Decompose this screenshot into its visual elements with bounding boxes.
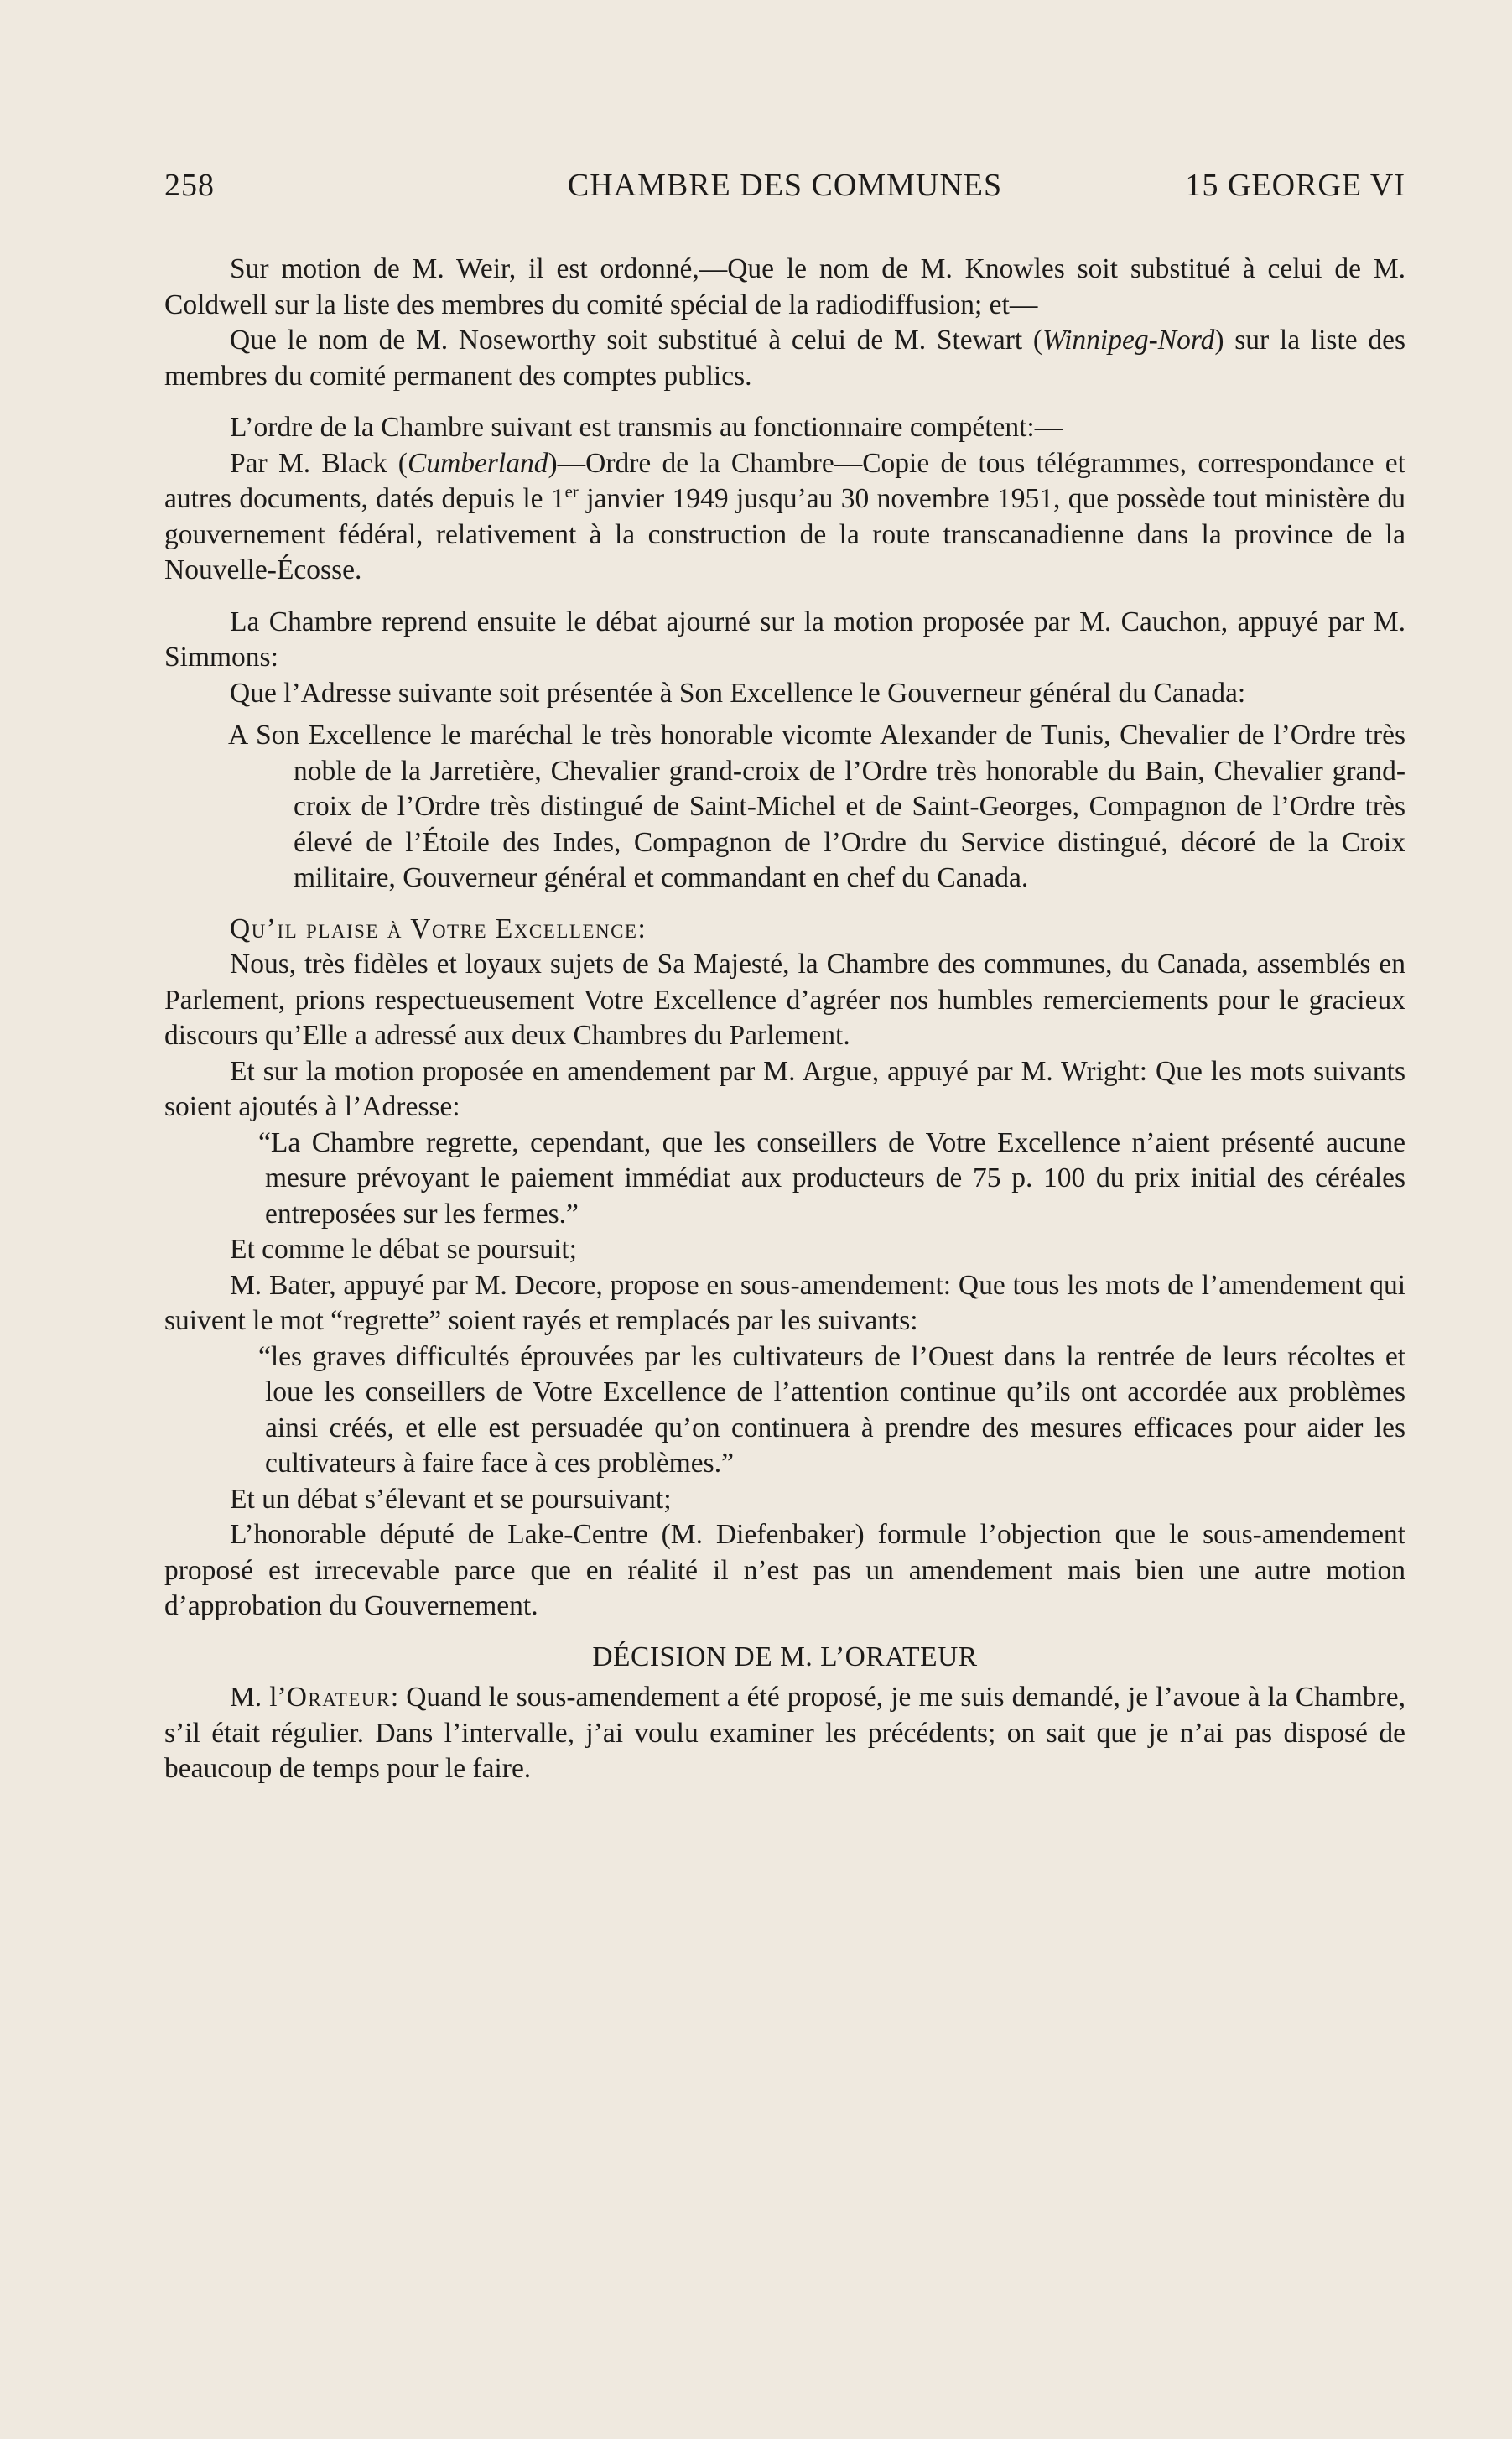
debate-paragraph: Que l’Adresse suivante soit présentée à Son Excellence le Gouverneur général du Canada: <box>230 677 1246 709</box>
amendment-paragraph: Et sur la motion proposée en amendement par M. Argue, appuyé par M. Wright: Que les mots suivants soient ajoutés à l’Adresse: <box>164 1055 1405 1122</box>
subamendment-paragraph: M. Bater, appuyé par M. Decore, propose en sous-amendement: Que tous les mots de l’amendement qui suivent le mot “regrette” soient rayés et remplacés par les suivants: <box>164 1269 1405 1336</box>
page-number: 258 <box>164 168 215 203</box>
page-body <box>164 252 1405 1787</box>
address-paragraph: Nous, très fidèles et loyaux sujets de Sa Majesté, la Chambre des communes, du Canada, assemblés en Parlement, prions respectueusement Votre Excellence d’agréer nos humbles remerciements pour le gracieux discours qu’Elle a adressé aux deux Chambres du Parlement. <box>164 949 1405 1051</box>
order-paragraph: Par M. Black (Cumberland)—Ordre de la Chambre—Copie de tous télégrammes, correspondance et autres documents, datés depuis le 1er janvier 1949 jusqu’au 30 novembre 1951, que possède tout ministère du gouvernement fédéral, relativement à la construction de la route transcanadienne dans la province de la Nouvelle-Écosse. <box>164 447 1405 585</box>
objection-paragraph: L’honorable député de Lake-Centre (M. Diefenbaker) formule l’objection que le sous-amendement proposé est irrecevable parce que en réalité il n’est pas un amendement mais bien une autre motion d’approbation du Gouvernement. <box>164 1519 1405 1621</box>
subamendment-quote: “les graves difficultés éprouvées par les cultivateurs de l’Ouest dans la rentrée de leurs récoltes et loue les conseillers de Votre Excellence de l’attention continue qu’ils ont accordée aux problèmes ainsi créés, et elle est persuadée qu’on continuera à prendre des mesures efficaces pour aider les cultivateurs à faire face à ces problèmes.” <box>258 1340 1405 1479</box>
debate-paragraph: Et comme le débat se poursuit; <box>230 1234 577 1265</box>
motion-paragraph: Que le nom de M. Noseworthy soit substitué à celui de M. Stewart (Winnipeg-Nord) sur la liste des membres du comité permanent des comptes publics. <box>164 325 1405 392</box>
address-block: A Son Excellence le maréchal le très honorable vicomte Alexander de Tunis, Chevalier de l’Ordre très noble de la Jarretière, Chevalier grand-croix de l’Ordre très honorable du Bain, Chevalier grand-croix de l’Ordre très distingué de Saint-Michel et de Saint-Georges, Compagnon de l’Ordre très élevé de l’Étoile des Indes, Compagnon de l’Ordre du Service distingué, décoré de la Croix militaire, Gouverneur général et commandant en chef du Canada. <box>228 720 1405 893</box>
amendment-quote: “La Chambre regrette, cependant, que les conseillers de Votre Excellence n’aient présenté aucune mesure prévoyant le paiement immédiat aux producteurs de 75 p. 100 du prix initial des céréales entreposées sur les fermes.” <box>258 1126 1405 1230</box>
motion-paragraph: Sur motion de M. Weir, il est ordonné,—Que le nom de M. Knowles soit substitué à celui de M. Coldwell sur la liste des membres du comité spécial de la radiodiffusion; et— <box>164 253 1405 320</box>
section-heading: DÉCISION DE M. L’ORATEUR <box>592 1641 978 1672</box>
debate-paragraph: Et un débat s’élevant et se poursuivant; <box>230 1483 672 1515</box>
speaker-paragraph: M. l’Orateur: Quand le sous-amendement a été proposé, je me suis demandé, je l’avoue à la Chambre, s’il était régulier. Dans l’intervalle, j’ai voulu examiner les précédents; on sait que je n’ai pas disposé de beaucoup de temps pour le faire. <box>164 1682 1406 1784</box>
address-salutation: Qu’il plaise à Votre Excellence: <box>230 913 647 944</box>
running-header <box>164 164 1405 206</box>
regnal-year: 15 GEORGE VI <box>1185 168 1405 203</box>
header-title: CHAMBRE DES COMMUNES <box>567 168 1003 203</box>
debate-paragraph: La Chambre reprend ensuite le débat ajourné sur la motion proposée par M. Cauchon, appuyé par M. Simmons: <box>164 606 1405 673</box>
order-paragraph: L’ordre de la Chambre suivant est transmis au fonctionnaire compétent:— <box>230 412 1063 443</box>
